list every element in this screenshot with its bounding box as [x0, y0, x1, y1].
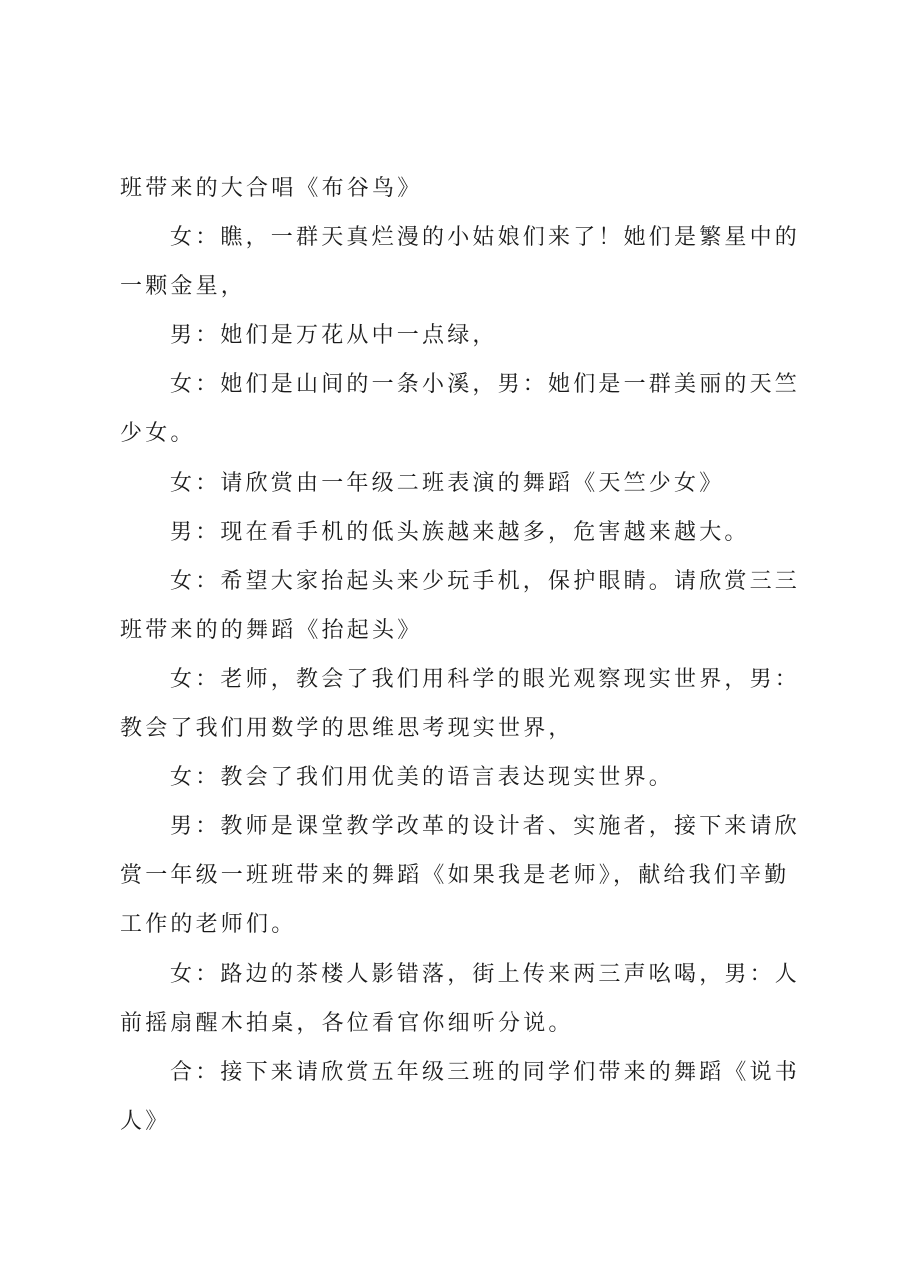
text-line: 女：希望大家抬起头来少玩手机，保护眼睛。请欣赏三三 [170, 568, 801, 594]
text-line: 男：她们是万花从中一点绿， [170, 323, 498, 349]
text-line: 赏一年级一班班带来的舞蹈《如果我是老师》，献给我们辛勤 [120, 863, 790, 889]
text-line: 工作的老师们。 [120, 912, 297, 938]
text-line: 女：瞧，一群天真烂漫的小姑娘们来了！她们是繁星中的 [170, 225, 801, 251]
text-line: 一颗金星， [120, 274, 247, 300]
text-line: 男：教师是课堂教学改革的设计者、实施者，接下来请欣 [170, 814, 801, 840]
document-body [120, 164, 801, 1146]
text-line: 班带来的的舞蹈《抬起头》 [120, 617, 423, 643]
text-line: 合：接下来请欣赏五年级三班的同学们带来的舞蹈《说书 [170, 1059, 801, 1085]
text-line: 前摇扇醒木拍桌，各位看官你细听分说。 [120, 1010, 574, 1036]
text-line: 班带来的大合唱《布谷鸟》 [120, 176, 423, 201]
text-line: 女：老师，教会了我们用科学的眼光观察现实世界，男： [170, 666, 801, 692]
text-line: 人》 [120, 1108, 171, 1134]
text-line: 男：现在看手机的低头族越来越多，危害越来越大。 [170, 519, 750, 545]
text-line: 女：教会了我们用优美的语言表达现实世界。 [170, 765, 675, 791]
text-line: 少女。 [120, 421, 196, 447]
text-line: 女：路边的茶楼人影错落，街上传来两三声吆喝，男：人 [170, 961, 801, 987]
text-line: 教会了我们用数学的思维思考现实世界， [120, 716, 574, 742]
text-line: 女：她们是山间的一条小溪，男：她们是一群美丽的天竺 [170, 372, 801, 398]
text-line: 女：请欣赏由一年级二班表演的舞蹈《天竺少女》 [170, 470, 725, 496]
